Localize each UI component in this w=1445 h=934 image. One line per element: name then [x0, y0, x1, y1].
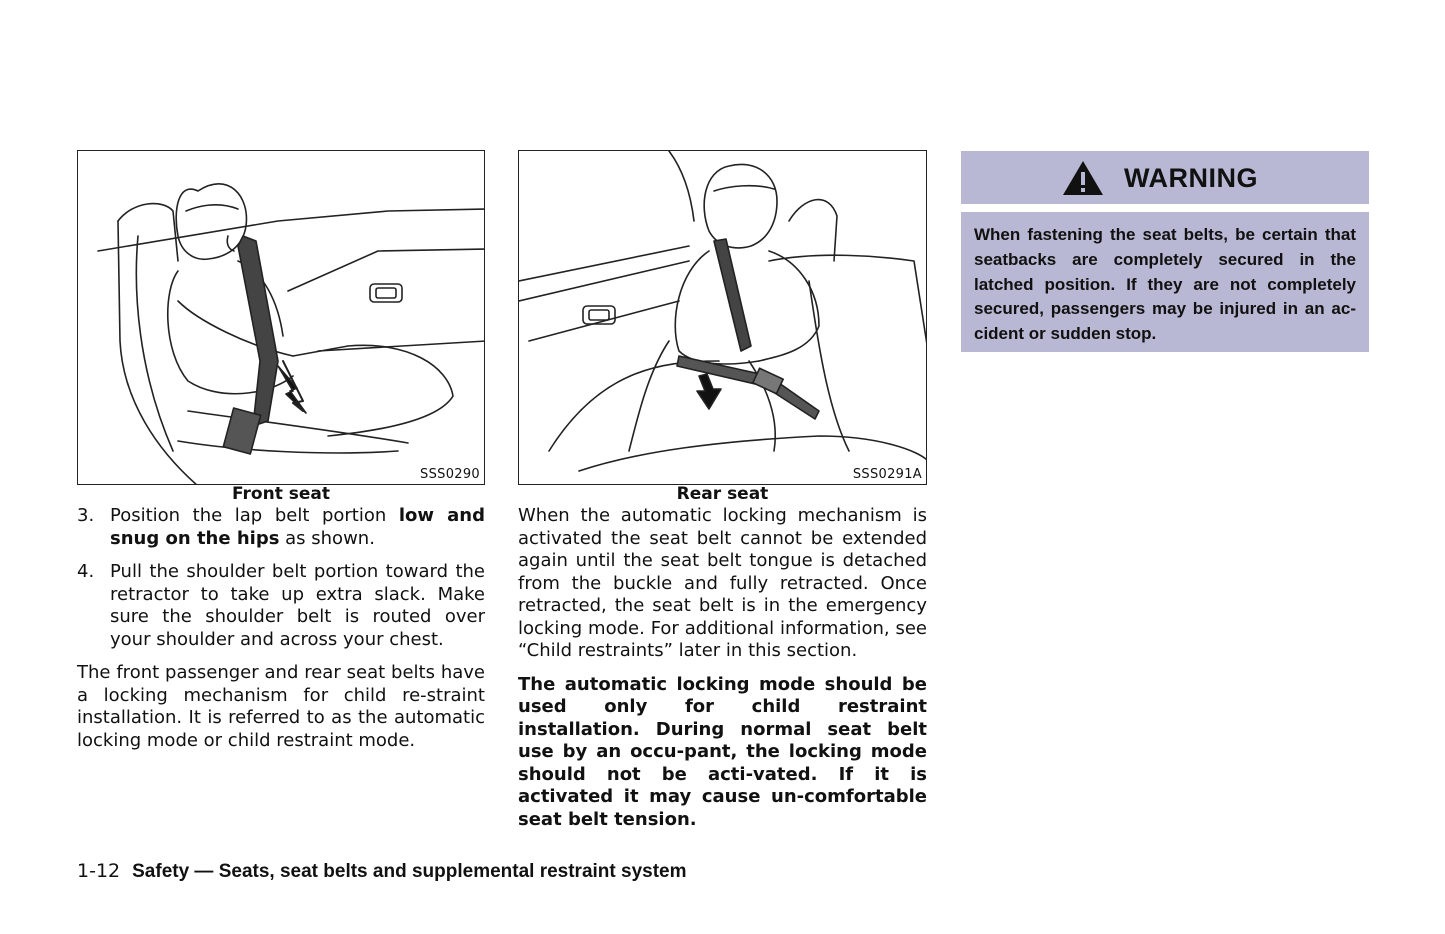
list-text: Position the lap belt portion: [110, 505, 399, 526]
figure-caption-rear: Rear seat: [676, 484, 769, 504]
list-number: 3.: [77, 505, 95, 526]
rear-seat-illustration: [519, 151, 927, 485]
list-text: as shown.: [279, 527, 375, 549]
figure-code: SSS0291A: [852, 467, 922, 482]
list-number: 4.: [77, 561, 95, 582]
paragraph: When the automatic locking mechanism is activated the seat belt cannot be extended again until the seat belt tongue is detached from the buckle and fully retracted. Once retracted, the seat belt is in the emergency locking mode. For additional information, see “Child restraints” later in this section.: [518, 505, 927, 661]
warning-header: [961, 151, 1369, 204]
figure-code: SSS0290: [420, 467, 480, 482]
warning-title: WARNING: [1124, 163, 1258, 193]
list-text: Pull the shoulder belt portion toward the retractor to take up extra slack. Make sure the shoulder belt is routed over your shoulder and across your chest.: [110, 561, 485, 650]
paragraph: The front passenger and rear seat belts have a locking mechanism for child re-straint installation. It is referred to as the automatic locking mode or child restraint mode.: [77, 662, 485, 751]
page-number: 1-12: [77, 860, 121, 882]
middle-column: [518, 505, 927, 831]
figure-caption-front: Front seat: [232, 484, 330, 504]
left-column: [77, 505, 485, 752]
list-item-3: [77, 505, 485, 550]
warning-triangle-icon: [1061, 159, 1105, 197]
front-seat-illustration: [78, 151, 485, 485]
rear-seat-figure: [518, 150, 927, 485]
bold-paragraph: The automatic locking mode should be used only for child restraint installation. During normal seat belt use by an occu-pant, the locking mode should not be acti-vated. If it is activated it may cause un-comfortable seat belt tension.: [518, 673, 927, 830]
list-text-bold: low and snug on the hips: [110, 505, 485, 549]
section-title: Safety — Seats, seat belts and supplemental restraint system: [132, 861, 687, 882]
warning-body: When fastening the seat belts, be certain that seatbacks are completely secured in the latched position. If they are not completely secured, passengers may be injured in an ac-cident or sudden stop.: [961, 212, 1369, 352]
list-item-4: [77, 561, 485, 651]
front-seat-figure: [77, 150, 485, 485]
page-footer: [77, 860, 687, 883]
